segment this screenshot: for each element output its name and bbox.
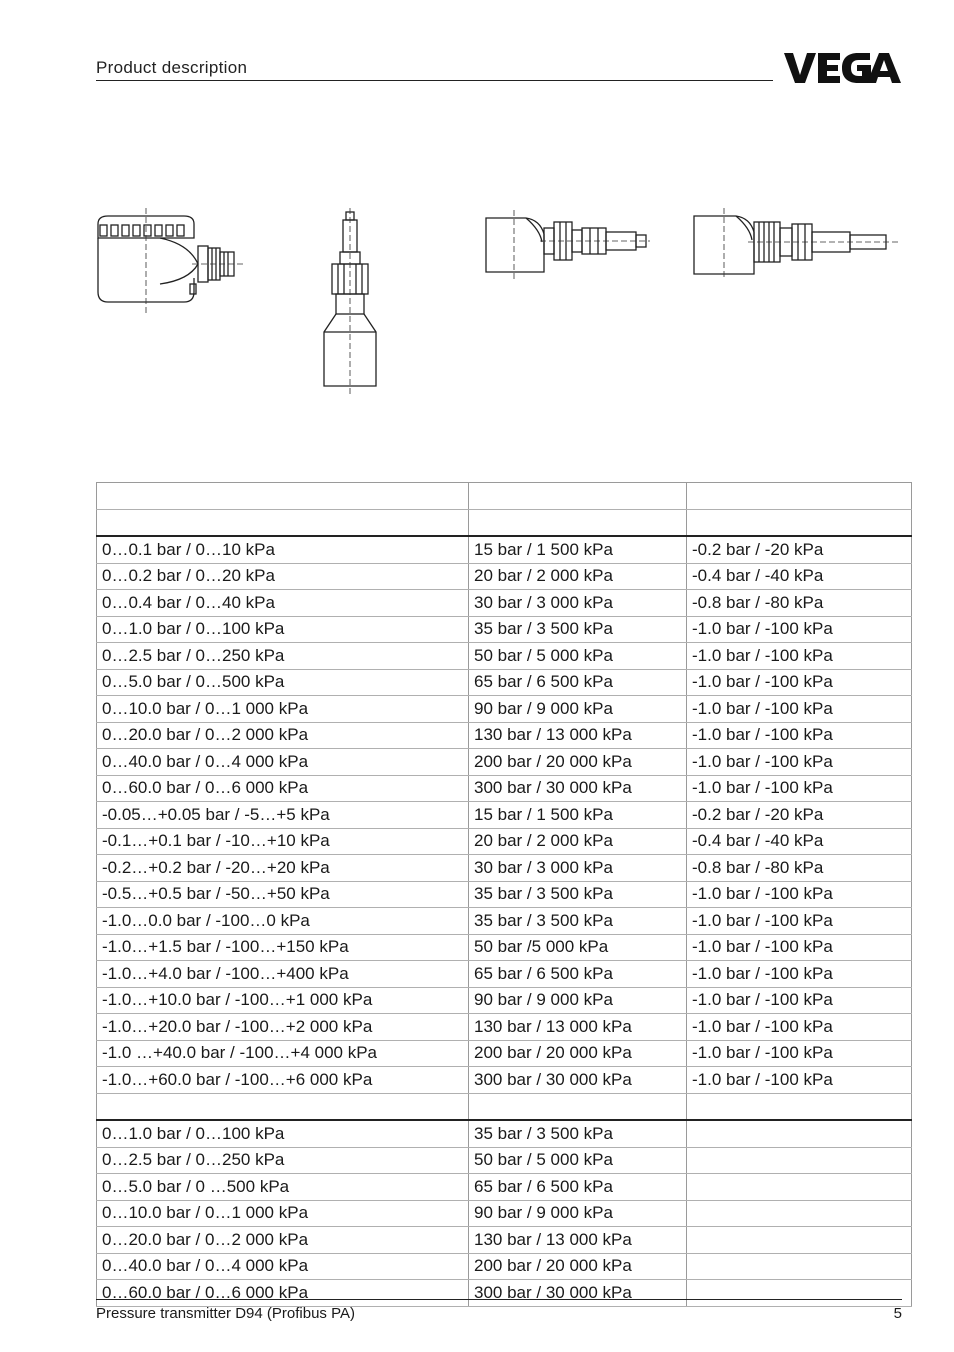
table-cell: 130 bar / 13 000 kPa: [469, 1227, 687, 1254]
table-header-row: [97, 509, 912, 536]
table-cell: 0…60.0 bar / 0…6 000 kPa: [97, 1280, 469, 1307]
table-cell: 0…2.5 bar / 0…250 kPa: [97, 643, 469, 670]
table-row: [97, 536, 912, 563]
table-cell: 300 bar / 30 000 kPa: [469, 775, 687, 802]
table-cell: -1.0 bar / -100 kPa: [687, 908, 912, 935]
table-row: [97, 1200, 912, 1227]
table-row: [97, 1147, 912, 1174]
table-cell: 90 bar / 9 000 kPa: [469, 696, 687, 723]
table-cell: 0…20.0 bar / 0…2 000 kPa: [97, 722, 469, 749]
table-cell: -0.4 bar / -40 kPa: [687, 563, 912, 590]
table-cell: [687, 1280, 912, 1307]
table-row: [97, 1067, 912, 1094]
table-cell: -1.0…0.0 bar / -100…0 kPa: [97, 908, 469, 935]
table-row: [97, 855, 912, 882]
table-row: [97, 696, 912, 723]
table-row: [97, 987, 912, 1014]
table-row: [97, 961, 912, 988]
page-header-title: Product description: [96, 58, 248, 77]
table-cell: -1.0 bar / -100 kPa: [687, 934, 912, 961]
table-cell: -1.0 bar / -100 kPa: [687, 1040, 912, 1067]
table-cell: -1.0 bar / -100 kPa: [687, 1067, 912, 1094]
table-cell: 0…1.0 bar / 0…100 kPa: [97, 616, 469, 643]
footer-document-title: Pressure transmitter D94 (Profibus PA): [96, 1305, 355, 1322]
table-row: [97, 1014, 912, 1041]
table-cell: 130 bar / 13 000 kPa: [469, 1014, 687, 1041]
table-cell: -0.4 bar / -40 kPa: [687, 828, 912, 855]
table-cell: 65 bar / 6 500 kPa: [469, 1174, 687, 1201]
table-cell: [687, 1253, 912, 1280]
table-row: [97, 934, 912, 961]
page-number: 5: [893, 1305, 902, 1322]
table-cell: -0.2 bar / -20 kPa: [687, 802, 912, 829]
table-cell: -1.0 bar / -100 kPa: [687, 987, 912, 1014]
table-cell: 0…0.2 bar / 0…20 kPa: [97, 563, 469, 590]
table-cell: 35 bar / 3 500 kPa: [469, 881, 687, 908]
table-cell: 20 bar / 2 000 kPa: [469, 563, 687, 590]
table-cell: 35 bar / 3 500 kPa: [469, 908, 687, 935]
table-row: [97, 616, 912, 643]
table-cell: 30 bar / 3 000 kPa: [469, 855, 687, 882]
table-row: [97, 590, 912, 617]
table-cell: 50 bar /5 000 kPa: [469, 934, 687, 961]
table-cell: -1.0 bar / -100 kPa: [687, 749, 912, 776]
table-cell: [687, 1093, 912, 1120]
table-cell: -0.2 bar / -20 kPa: [687, 536, 912, 563]
table-cell: -1.0…+60.0 bar / -100…+6 000 kPa: [97, 1067, 469, 1094]
table-row: [97, 1253, 912, 1280]
table-cell: 0…5.0 bar / 0 …500 kPa: [97, 1174, 469, 1201]
angle-plug-drawing: [484, 208, 652, 280]
table-cell: 300 bar / 30 000 kPa: [469, 1280, 687, 1307]
table-cell: 90 bar / 9 000 kPa: [469, 987, 687, 1014]
table-cell: 15 bar / 1 500 kPa: [469, 536, 687, 563]
table-cell: -0.05…+0.05 bar / -5…+5 kPa: [97, 802, 469, 829]
table-cell: 50 bar / 5 000 kPa: [469, 643, 687, 670]
table-cell: -1.0 bar / -100 kPa: [687, 643, 912, 670]
table-cell: -1.0…+4.0 bar / -100…+400 kPa: [97, 961, 469, 988]
table-cell: 200 bar / 20 000 kPa: [469, 1040, 687, 1067]
table-cell: 200 bar / 20 000 kPa: [469, 749, 687, 776]
table-cell: 0…2.5 bar / 0…250 kPa: [97, 1147, 469, 1174]
round-plug-drawing: [692, 208, 900, 280]
table-header-row: [97, 483, 912, 510]
footer-rule: [96, 1299, 902, 1300]
table-cell: 15 bar / 1 500 kPa: [469, 802, 687, 829]
table-row: [97, 1120, 912, 1147]
table-cell: -1.0…+20.0 bar / -100…+2 000 kPa: [97, 1014, 469, 1041]
table-cell: 0…40.0 bar / 0…4 000 kPa: [97, 749, 469, 776]
table-cell: -1.0 …+40.0 bar / -100…+4 000 kPa: [97, 1040, 469, 1067]
housing-drawing: [94, 208, 250, 316]
table-cell: -0.2…+0.2 bar / -20…+20 kPa: [97, 855, 469, 882]
table-cell: -0.8 bar / -80 kPa: [687, 855, 912, 882]
table-cell: -1.0 bar / -100 kPa: [687, 881, 912, 908]
table-cell: 35 bar / 3 500 kPa: [469, 1120, 687, 1147]
transmitter-vertical-drawing: [318, 208, 384, 398]
table-cell: -1.0 bar / -100 kPa: [687, 775, 912, 802]
table-cell: -1.0 bar / -100 kPa: [687, 669, 912, 696]
table-cell: 0…5.0 bar / 0…500 kPa: [97, 669, 469, 696]
table-row: [97, 1227, 912, 1254]
table-cell: 65 bar / 6 500 kPa: [469, 961, 687, 988]
table-cell: 90 bar / 9 000 kPa: [469, 1200, 687, 1227]
table-cell: 0…10.0 bar / 0…1 000 kPa: [97, 1200, 469, 1227]
table-row: [97, 1280, 912, 1307]
table-row: [97, 775, 912, 802]
table-row: [97, 643, 912, 670]
table-cell: [469, 1093, 687, 1120]
table-cell: 50 bar / 5 000 kPa: [469, 1147, 687, 1174]
table-cell: [687, 1200, 912, 1227]
table-row: [97, 1040, 912, 1067]
table-row: [97, 1174, 912, 1201]
table-cell: -0.8 bar / -80 kPa: [687, 590, 912, 617]
table-cell: 65 bar / 6 500 kPa: [469, 669, 687, 696]
table-cell: [687, 1120, 912, 1147]
table-cell: -1.0 bar / -100 kPa: [687, 696, 912, 723]
table-row: [97, 908, 912, 935]
table-cell: 0…60.0 bar / 0…6 000 kPa: [97, 775, 469, 802]
table-row: [97, 881, 912, 908]
table-cell: 0…0.1 bar / 0…10 kPa: [97, 536, 469, 563]
table-cell: -0.1…+0.1 bar / -10…+10 kPa: [97, 828, 469, 855]
table-cell: 0…20.0 bar / 0…2 000 kPa: [97, 1227, 469, 1254]
table-cell: -1.0…+1.5 bar / -100…+150 kPa: [97, 934, 469, 961]
table-cell: [687, 1174, 912, 1201]
table-section-header-row: [97, 1093, 912, 1120]
table-cell: -1.0 bar / -100 kPa: [687, 722, 912, 749]
table-row: [97, 802, 912, 829]
table-cell: 30 bar / 3 000 kPa: [469, 590, 687, 617]
table-row: [97, 828, 912, 855]
table-row: [97, 669, 912, 696]
table-row: [97, 563, 912, 590]
table-cell: [97, 1093, 469, 1120]
table-cell: 0…10.0 bar / 0…1 000 kPa: [97, 696, 469, 723]
table-cell: [687, 1147, 912, 1174]
table-cell: -0.5…+0.5 bar / -50…+50 kPa: [97, 881, 469, 908]
measuring-range-table: [96, 482, 912, 1307]
table-cell: 200 bar / 20 000 kPa: [469, 1253, 687, 1280]
table-cell: 300 bar / 30 000 kPa: [469, 1067, 687, 1094]
table-cell: -1.0 bar / -100 kPa: [687, 1014, 912, 1041]
table-cell: 0…1.0 bar / 0…100 kPa: [97, 1120, 469, 1147]
table-cell: -1.0 bar / -100 kPa: [687, 616, 912, 643]
table-cell: 0…0.4 bar / 0…40 kPa: [97, 590, 469, 617]
table-cell: [687, 1227, 912, 1254]
table-cell: -1.0…+10.0 bar / -100…+1 000 kPa: [97, 987, 469, 1014]
table-cell: -1.0 bar / -100 kPa: [687, 961, 912, 988]
table-row: [97, 749, 912, 776]
table-cell: 130 bar / 13 000 kPa: [469, 722, 687, 749]
table-row: [97, 722, 912, 749]
table-cell: 20 bar / 2 000 kPa: [469, 828, 687, 855]
vega-logo: [784, 52, 902, 84]
table-cell: 35 bar / 3 500 kPa: [469, 616, 687, 643]
table-cell: 0…40.0 bar / 0…4 000 kPa: [97, 1253, 469, 1280]
header-rule: [96, 80, 773, 81]
